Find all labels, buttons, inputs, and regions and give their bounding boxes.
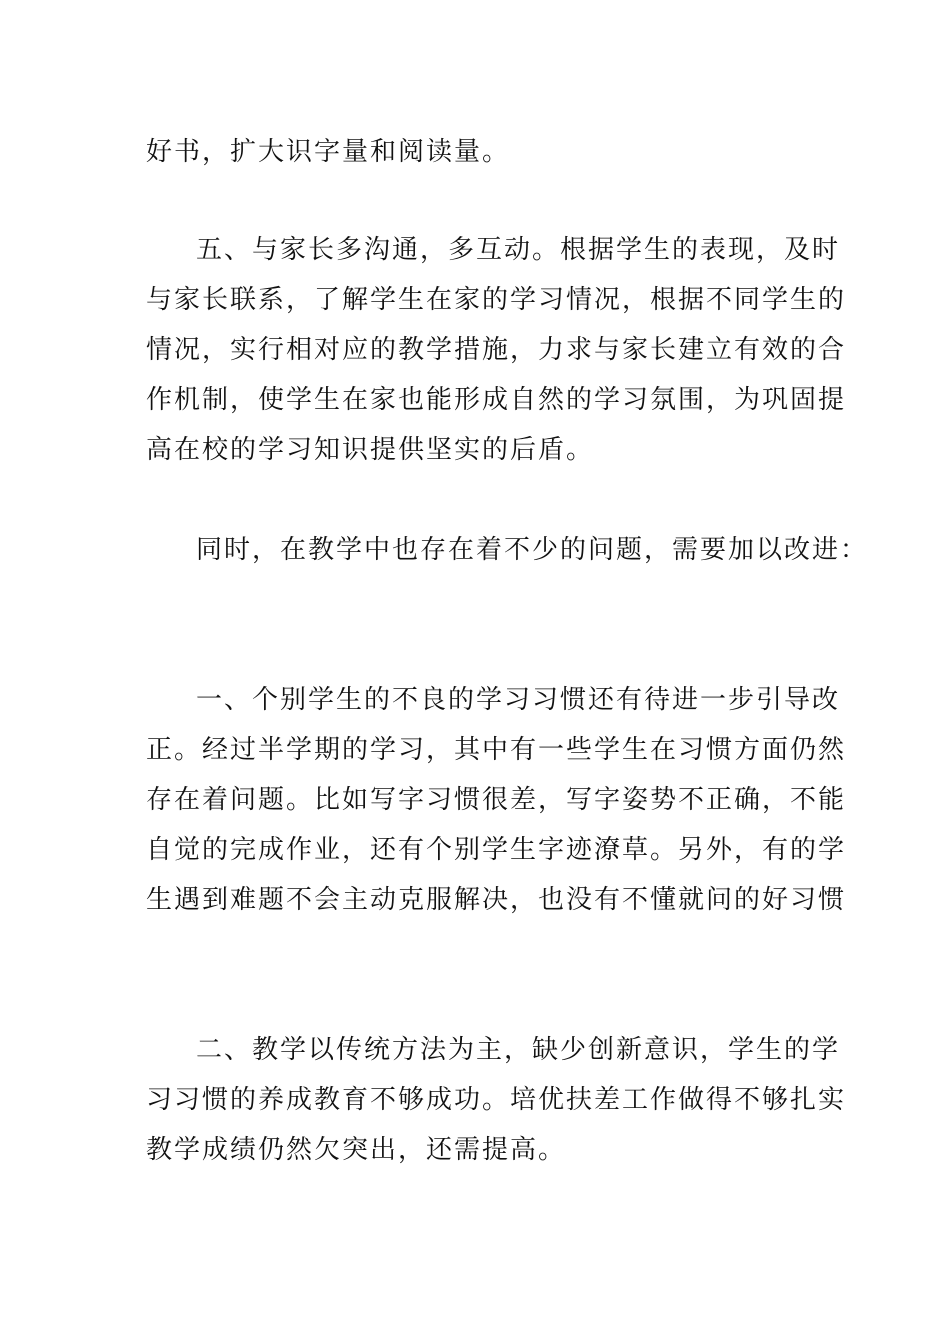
intro-problems-line: 同时，在教学中也存在着不少的问题，需要加以改进：: [196, 535, 869, 565]
problem-two-line: 二、教学以传统方法为主，缺少创新意识，学生的学: [196, 1035, 841, 1065]
paragraph-continuation-line: 好书，扩大识字量和阅读量。: [146, 137, 511, 167]
problem-two-line: 习习惯的养成教育不够成功。培优扶差工作做得不够扎实: [146, 1085, 847, 1115]
paragraph-five-line: 作机制，使学生在家也能形成自然的学习氛围，为巩固提: [146, 385, 847, 415]
problem-one-line: 存在着问题。比如写字习惯很差，写字姿势不正确，不能: [146, 785, 847, 815]
paragraph-five-line: 五、与家长多沟通，多互动。根据学生的表现，及时: [196, 235, 841, 265]
problem-one-line: 一、个别学生的不良的学习习惯还有待进一步引导改: [196, 685, 841, 715]
paragraph-five-line: 情况，实行相对应的教学措施，力求与家长建立有效的合: [146, 335, 847, 365]
paragraph-five-line: 与家长联系，了解学生在家的学习情况，根据不同学生的: [146, 285, 847, 315]
problem-two-line: 教学成绩仍然欠突出，还需提高。: [146, 1135, 567, 1165]
problem-one-line: 自觉的完成作业，还有个别学生字迹潦草。另外，有的学: [146, 835, 847, 865]
problem-one-line: 生遇到难题不会主动克服解决，也没有不懂就问的好习惯: [146, 885, 847, 915]
problem-one-line: 正。经过半学期的学习，其中有一些学生在习惯方面仍然: [146, 735, 847, 765]
paragraph-five-line: 高在校的学习知识提供坚实的后盾。: [146, 435, 595, 465]
